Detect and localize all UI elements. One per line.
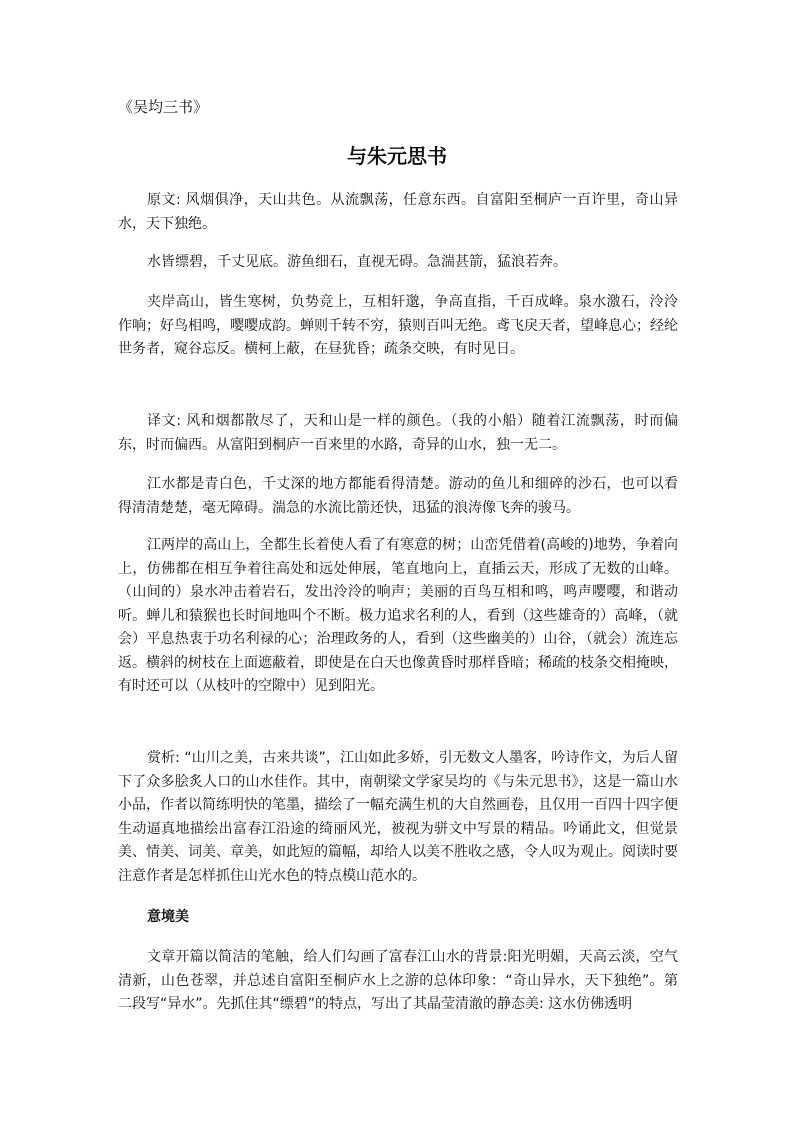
- original-paragraph: 夹岸高山，皆生寒树，负势竞上，互相轩邈，争高直指，千百成峰。泉水激石，泠泠作响；好鸟相鸣，嘤嘤成韵。蝉则千转不穷，猿则百叫无绝。鸢飞戾天者，望峰息心；经纶世务者，窥谷忘反。横柯上蔽，在昼犹昏；疏条交映，有时见日。: [118, 294, 678, 357]
- original-paragraph: 原文: 风烟俱净，天山共色。从流飘荡，任意东西。自富阳至桐庐一百许里，奇山异水，天下独绝。: [118, 192, 678, 232]
- translation-paragraph: 江水都是青白色，千丈深的地方都能看得清楚。游动的鱼儿和细碎的沙石，也可以看得清清楚楚，毫无障碍。湍急的水流比箭还快，迅猛的浪涛像飞奔的骏马。: [118, 476, 678, 516]
- translation-paragraph: 译文: 风和烟都散尽了，天和山是一样的颜色。（我的小船）随着江流飘荡，时而偏东，时而偏西。从富阳到桐庐一百来里的水路，奇异的山水，独一无二。: [118, 413, 678, 453]
- original-paragraph: 水皆缥碧，千丈见底。游鱼细石，直视无碍。急湍甚箭，猛浪若奔。: [147, 254, 567, 270]
- section-heading: 意境美: [147, 909, 189, 925]
- page-title: 与朱元思书: [347, 144, 447, 168]
- appreciation-paragraph: 赏析: “山川之美，古来共谈”，江山如此多娇，引无数文人墨客，吟诗作文，为后人留下了众多脍炙人口的山水佳作。其中，南朝梁文学家吴均的《与朱元思书》，这是一篇山水小品，作者以简练明快的笔墨，描绘了一幅充满生机的大自然画卷，且仅用一百四十四字便生动逼真地描绘出富春江沿途的绮丽风光，被视为骈文中写景的精品。吟诵此文，但觉景美、情美、词美、章美，如此短的篇幅，却给人以美不胜收之感，令人叹为观止。阅读时要注意作者是怎样抓住山光水色的特点模山范水的。: [118, 750, 678, 884]
- section-paragraph: 文章开篇以简洁的笔触，给人们勾画了富春江山水的背景:阳光明媚，天高云淡，空气清新，山色苍翠，并总述自富阳至桐庐水上之游的总体印象：“奇山异水，天下独绝”。第二段写“异水”。先抓住其“缥碧”的特点，写出了其晶莹清澈的静态美: 这水仿佛透明: [118, 949, 678, 1012]
- translation-paragraph: 江两岸的高山上，全都生长着使人看了有寒意的树；山峦凭借着(高峻的)地势，争着向上，仿佛都在相互争着往高处和远处伸展，笔直地向上，直插云天，形成了无数的山峰。（山间的）泉水冲击着岩石，发出泠泠的响声；美丽的百鸟互相和鸣，鸣声嘤嘤，和谐动听。蝉儿和猿猴也长时间地叫个不断。极力追求名利的人，看到（这些雄奇的）高峰，（就会）平息热衷于功名利禄的心；治理政务的人，看到（这些幽美的）山谷，（就会）流连忘返。横斜的树枝在上面遮蔽着，即使是在白天也像黄昏时那样昏暗；稀疏的枝条交相掩映，有时还可以（从枝叶的空隙中）见到阳光。: [118, 537, 678, 694]
- series-title: 《吴均三书》: [118, 98, 209, 116]
